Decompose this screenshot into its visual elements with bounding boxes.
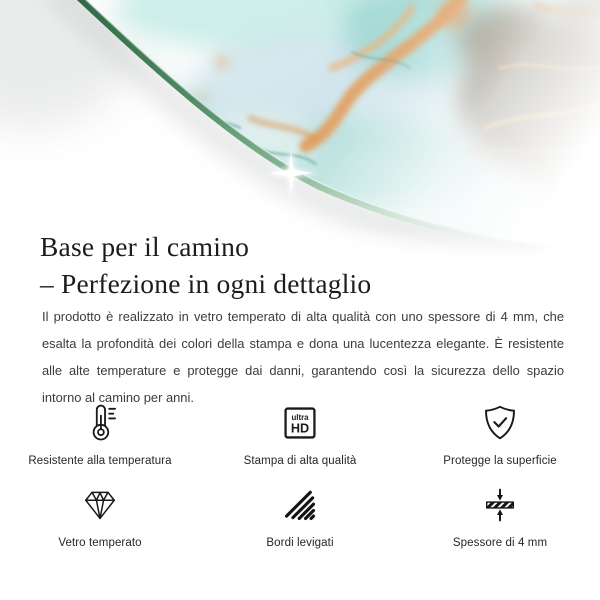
feature-label: Resistente alla temperatura [28,455,172,467]
feature-label: Stampa di alta qualità [243,455,357,467]
svg-text:HD: HD [290,421,310,436]
product-photo [0,0,600,262]
marble-disc-art [0,0,600,262]
thickness-icon [480,482,520,528]
ultra-hd-icon [279,400,321,446]
feature-heat-resistant [0,392,200,474]
feature-surface-protection [400,392,600,474]
title-line2: – Perfezione in ogni dettaglio [40,268,372,299]
page-title [40,228,580,302]
thermometer-icon [78,400,122,446]
feature-print-quality [200,392,400,474]
feature-label: Bordi levigati [266,537,334,549]
product-description: Il prodotto è realizzato in vetro temperato di alta qualità con uno spessore di 4 mm, che esalta la profondità dei colori della stampa e dona una lucentezza elegante. È resistente alle alte temperature e protegge dai danni, garantendo così la sicurezza dello spazio intorno al camino per anni. [42,309,564,405]
features-grid [0,392,600,556]
feature-label: Vetro temperato [58,537,142,549]
feature-polished-edges [200,474,400,556]
feature-label: Spessore di 4 mm [452,537,548,549]
feature-label: Protegge la superficie [443,455,557,467]
feature-tempered-glass [0,474,200,556]
title-line1: Base per il camino [40,231,250,262]
shield-check-icon [479,400,521,446]
feature-thickness [400,474,600,556]
svg-text:ultra: ultra [291,412,309,422]
diamond-icon [81,482,119,528]
polished-edges-icon [281,482,319,528]
